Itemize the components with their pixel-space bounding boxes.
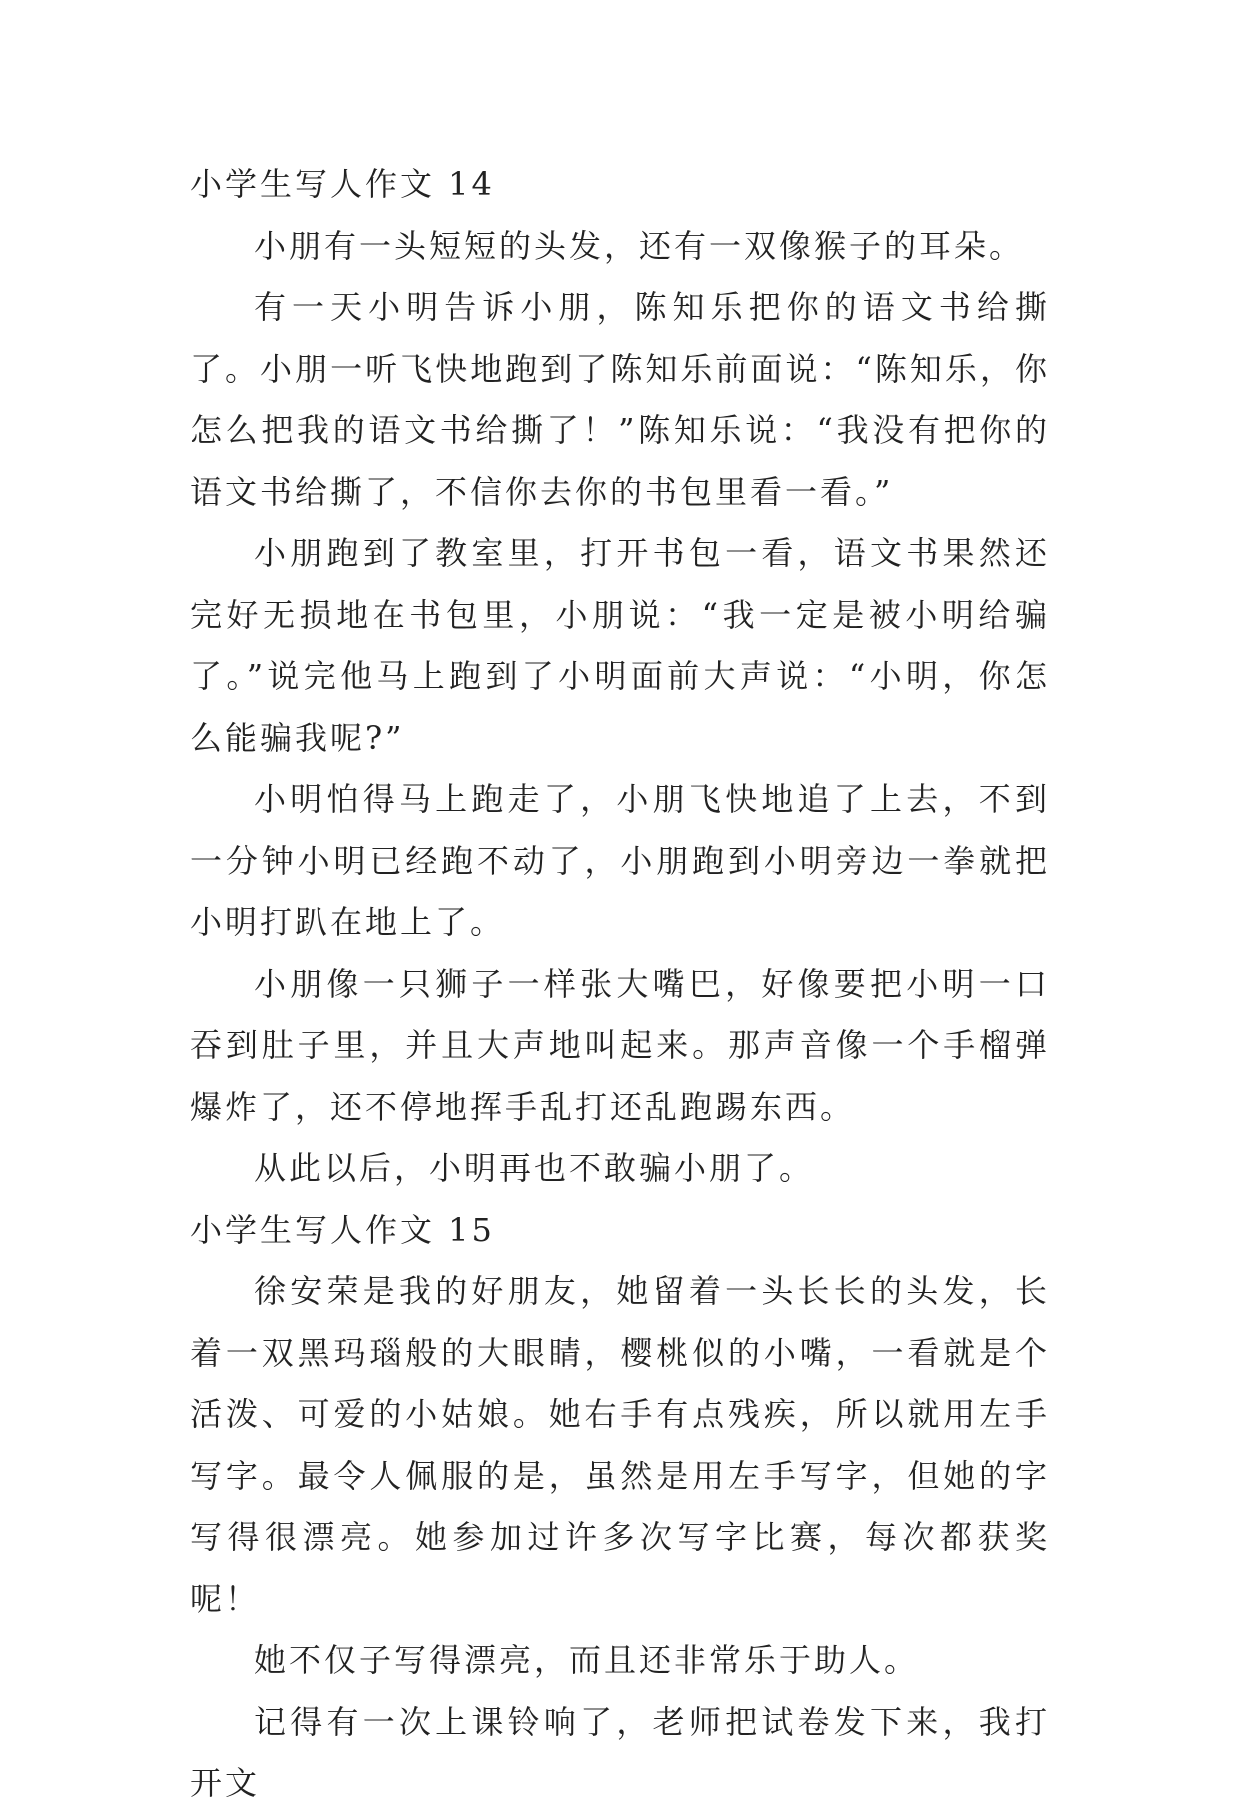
essay-section-15 [190, 1200, 1050, 1815]
paragraph: 徐安荣是我的好朋友，她留着一头长长的头发，长着一双黑玛瑙般的大眼睛，樱桃似的小嘴，一看就是个活泼、可爱的小姑娘。她右手有点残疾，所以就用左手写字。最令人佩服的是，虽然是用左手写字，但她的字写得很漂亮。她参加过许多次写字比赛，每次都获奖呢！ [190, 1272, 1050, 1618]
paragraph: 她不仅子写得漂亮，而且还非常乐于助人。 [254, 1641, 920, 1679]
paragraph: 小朋有一头短短的头发，还有一双像猴子的耳朵。 [254, 226, 1025, 265]
essay-section-14 [190, 154, 1050, 1200]
paragraph: 小明怕得马上跑走了，小朋飞快地追了上去，不到一分钟小明已经跑不动了，小朋跑到小明旁边一拳就把小明打趴在地上了。 [190, 780, 1050, 941]
essay-title: 小学生写人作文 15 [190, 1210, 495, 1249]
paragraph: 小朋跑到了教室里，打开书包一看，语文书果然还完好无损地在书包里，小朋说：“我一定是被小明给骗了。”说完他马上跑到了小明面前大声说：“小明，你怎么能骗我呢?” [190, 534, 1050, 757]
paragraph: 记得有一次上课铃响了，老师把试卷发下来，我打开文 [190, 1702, 1050, 1802]
paragraph: 从此以后，小明再也不敢骗小朋了。 [254, 1149, 815, 1187]
essay-title: 小学生写人作文 14 [190, 165, 495, 203]
paragraph: 小朋像一只狮子一样张大嘴巴，好像要把小明一口吞到肚子里，并且大声地叫起来。那声音像一个手榴弹爆炸了，还不停地挥手乱打还乱跑踢东西。 [190, 964, 1050, 1126]
paragraph: 有一天小明告诉小朋，陈知乐把你的语文书给撕了。小朋一听飞快地跑到了陈知乐前面说：“陈知乐，你怎么把我的语文书给撕了！”陈知乐说：“我没有把你的语文书给撕了，不信你去你的书包里看一看。” [190, 288, 1050, 511]
document-body [190, 154, 1050, 1815]
